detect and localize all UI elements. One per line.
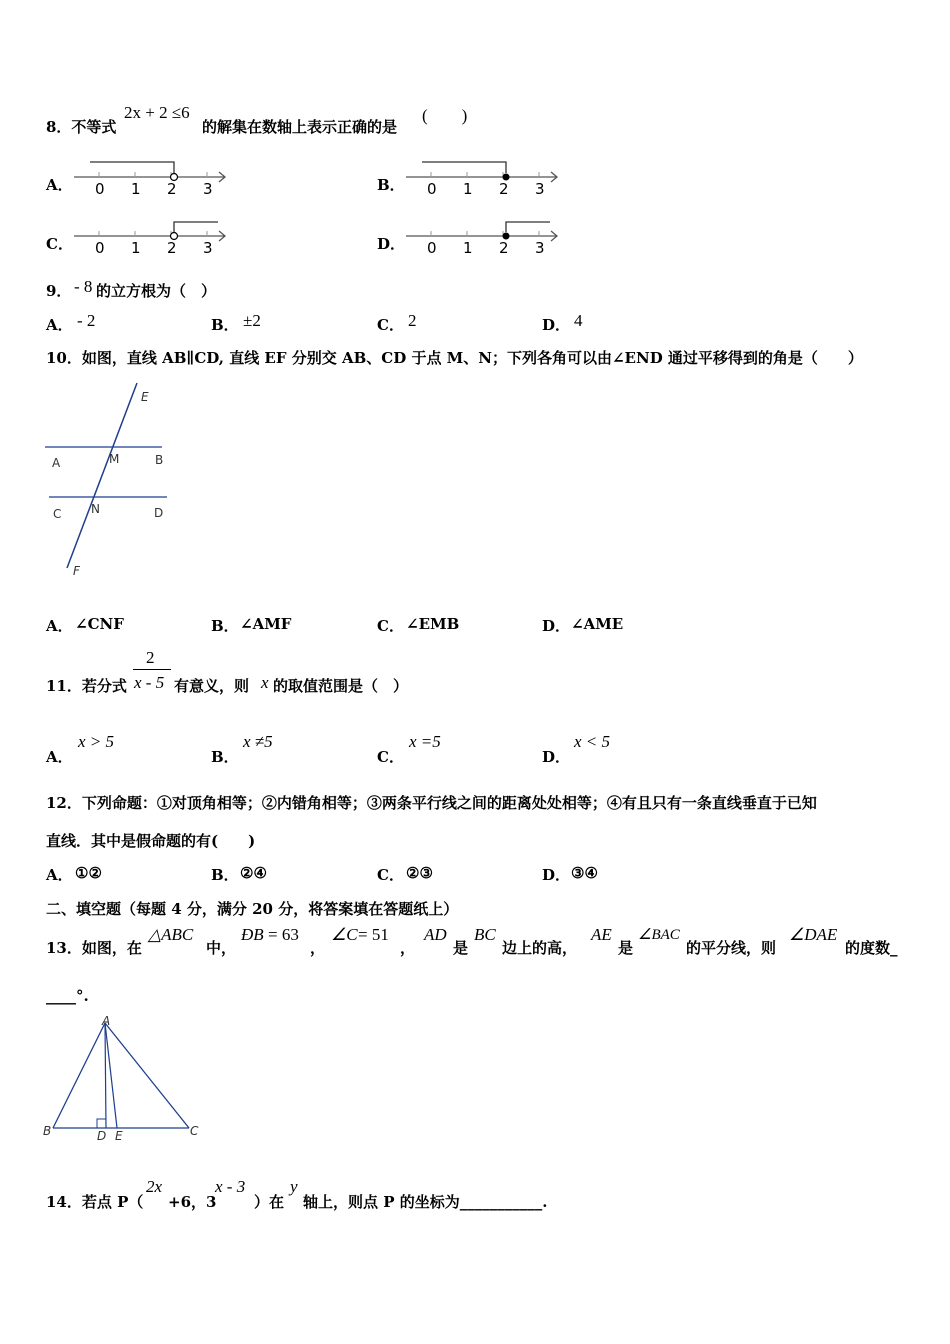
q13-text: 的平分线，则 (686, 939, 777, 957)
q11-option-b-label: B． (211, 748, 239, 766)
q9-expression: - 8 (74, 277, 93, 296)
q12-option-d-label: D． (542, 866, 571, 884)
q10-option-b-label: B． (211, 617, 239, 635)
q10-option-a-label: A． (46, 617, 73, 635)
q9-stem-tail: 的立方根为（ ） (96, 282, 217, 300)
section-heading: 二、填空题（每题 4 分，满分 20 分，将答案填在答题纸上） (46, 900, 459, 918)
q14-stem-start: 14．若点 P（ (46, 1193, 144, 1211)
q13-angle-b: ÐB (241, 925, 264, 944)
q13-angle-bac: ∠BAC (638, 927, 680, 943)
q12-option-a-label: A． (46, 866, 73, 884)
q10-option-c-value: ∠EMB (406, 615, 460, 633)
q8-stem: 8．不等式 (46, 118, 117, 136)
q8-answer-paren: ( ) (422, 106, 468, 125)
q9-option-c-value: 2 (408, 311, 417, 330)
point-label: C (53, 507, 62, 521)
q11-option-c-value: x =5 (409, 732, 441, 751)
point-label: D (97, 1129, 107, 1143)
q8-option-a-number-line (70, 155, 235, 200)
tick-label: 0 (95, 239, 105, 257)
q13-text: 的度数_ (845, 939, 898, 957)
q11-fraction-denominator: x - 5 (134, 673, 165, 692)
q8-expression: 2x + 2 ≤6 (124, 103, 190, 122)
point-label: C (190, 1124, 199, 1138)
q11-option-a-value: x > 5 (78, 732, 115, 751)
point-label: D (154, 506, 164, 520)
q13-text: 是 (453, 939, 469, 957)
q14-exponent: x - 3 (215, 1177, 246, 1196)
q10-option-a-value: ∠CNF (75, 615, 124, 633)
q11-option-b-value: x ≠5 (243, 732, 273, 751)
tick-label: 3 (203, 239, 213, 257)
q11-stem: 11．若分式 (46, 677, 127, 695)
q8-option-d-number-line (402, 214, 567, 259)
tick-label: 1 (463, 180, 473, 198)
point-label: F (73, 564, 80, 578)
q8-option-d-label: D． (377, 235, 406, 253)
q14-text: ）在 (254, 1193, 285, 1211)
tick-label: 1 (131, 239, 141, 257)
q8-option-b-label: B． (377, 176, 405, 194)
q10-option-d-label: D． (542, 617, 571, 635)
q9-option-a-label: A． (46, 316, 73, 334)
q11-fraction-bar (133, 669, 171, 670)
tick-label: 3 (535, 180, 545, 198)
q13-stem-start: 13．如图，在 (46, 939, 142, 957)
q13-angle-c-value: = 51 (358, 925, 389, 944)
q10-option-c-label: C． (377, 617, 404, 635)
q9-option-b-label: B． (211, 316, 239, 334)
q13-text: ， (400, 939, 416, 957)
q10-option-b-value: ∠AMF (240, 615, 292, 633)
q11-fraction-numerator: 2 (146, 648, 155, 667)
q13-text: ， (310, 939, 326, 957)
q12-option-d-value: ③④ (571, 864, 598, 882)
tick-label: 2 (499, 239, 509, 257)
q12-option-b-value: ②④ (240, 864, 267, 882)
point-label: E (141, 390, 149, 404)
q12-option-b-label: B． (211, 866, 239, 884)
q13-answer-blank: ____°. (46, 987, 89, 1005)
q11-option-d-value: x < 5 (574, 732, 611, 751)
point-label: M (109, 452, 120, 466)
tick-label: 2 (167, 180, 177, 198)
q10-stem: 10．如图，直线 AB∥CD, 直线 EF 分别交 AB、CD 于点 M、N；下列各角可以由∠END 通过平移得到的角是（ ） (46, 349, 863, 367)
q11-stem-mid: 有意义，则 (174, 677, 250, 695)
q11-option-c-label: C． (377, 748, 404, 766)
q13-ad: AD (424, 925, 447, 944)
tick-label: 2 (499, 180, 509, 198)
q13-angle-dae: ∠DAE (789, 925, 838, 944)
q13-angle-c: ∠C (331, 925, 358, 944)
q10-option-d-value: ∠AME (571, 615, 624, 633)
q11-option-d-label: D． (542, 748, 571, 766)
q9-option-c-label: C． (377, 316, 404, 334)
tick-label: 3 (203, 180, 213, 198)
q8-option-b-number-line (402, 155, 567, 200)
point-label: A (102, 1014, 111, 1028)
tick-label: 0 (427, 180, 437, 198)
tick-label: 1 (131, 180, 141, 198)
q14-text: +6，3 (168, 1193, 217, 1211)
q8-option-a-label: A． (46, 176, 73, 194)
q12-stem-line1: 12．下列命题：①对顶角相等；②内错角相等；③两条平行线之间的距离处处相等；④有且只有一条直线垂直于已知 (46, 794, 817, 812)
q14-axis-y: y (290, 1177, 298, 1196)
q11-option-a-label: A． (46, 748, 73, 766)
q9-option-d-label: D． (542, 316, 571, 334)
q12-stem-line2: 直线．其中是假命题的有( ) (46, 832, 256, 850)
tick-label: 0 (427, 239, 437, 257)
point-label: E (115, 1129, 123, 1143)
q13-triangle: △ABC (148, 925, 194, 944)
q10-parallel-lines-figure (40, 378, 180, 583)
q8-option-c-number-line (70, 214, 235, 259)
q14-expression-2x: 2x (146, 1177, 163, 1196)
tick-label: 0 (95, 180, 105, 198)
q12-option-c-value: ②③ (406, 864, 433, 882)
q13-triangle-figure (40, 1012, 210, 1147)
q13-text: 中， (206, 939, 237, 957)
point-label: B (155, 453, 164, 467)
q13-bc: BC (474, 925, 496, 944)
q9-option-b-value: ±2 (243, 311, 261, 330)
point-label: B (43, 1124, 52, 1138)
tick-label: 1 (463, 239, 473, 257)
tick-label: 2 (167, 239, 177, 257)
point-label: A (52, 456, 61, 470)
point-label: N (91, 502, 100, 516)
tick-label: 3 (535, 239, 545, 257)
q8-option-c-label: C． (46, 235, 73, 253)
q14-stem-tail: 轴上，则点 P 的坐标为___________. (303, 1193, 548, 1211)
q9-option-d-value: 4 (574, 311, 583, 330)
q13-text: 边上的高， (502, 939, 578, 957)
q13-angle-b-value: = 63 (268, 925, 299, 944)
q8-stem-tail: 的解集在数轴上表示正确的是 (202, 118, 398, 136)
q11-variable: x (261, 673, 269, 692)
q12-option-a-value: ①② (75, 864, 102, 882)
q11-stem-tail: 的取值范围是（ ） (273, 677, 409, 695)
q9-number: 9． (46, 282, 72, 300)
q13-text: 是 (618, 939, 634, 957)
q13-ae: AE (591, 925, 612, 944)
q9-option-a-value: - 2 (77, 311, 96, 330)
q12-option-c-label: C． (377, 866, 404, 884)
